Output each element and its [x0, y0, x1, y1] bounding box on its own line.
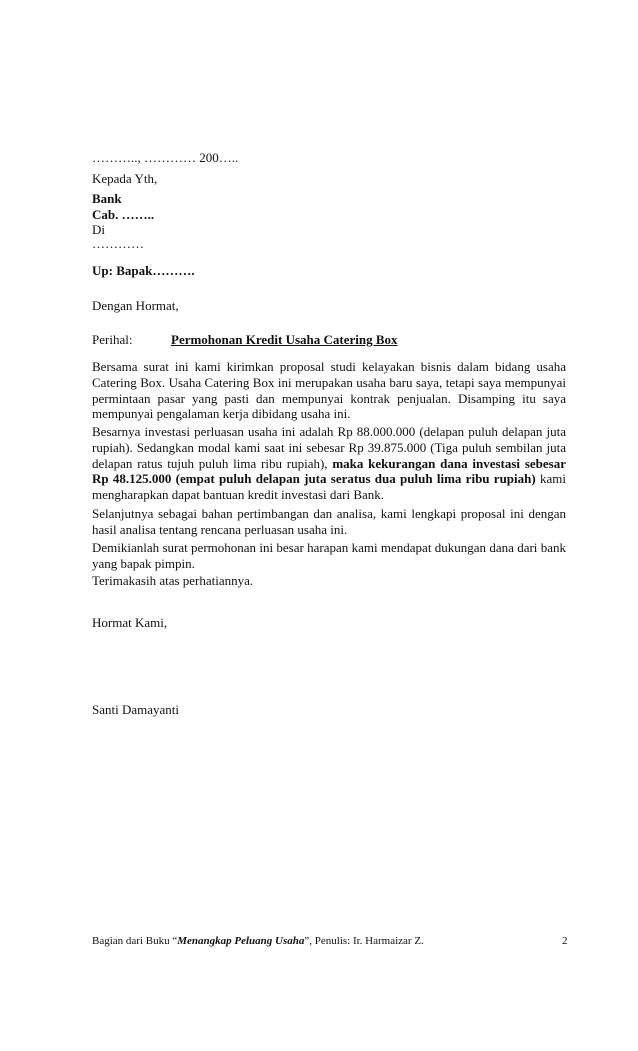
paragraph-investment-start: Besarnya investasi perluasan usaha ini adalah Rp 88.000.000 (delapan puluh delapan juta rupiah). Sedangkan modal kami saat ini sebesar Rp 39.875.000 (Tiga puluh sembilan juta delapan ratus tujuh puluh lima ribu rupiah), — [92, 424, 566, 471]
attention-line: Up: Bapak………. — [92, 263, 195, 278]
recipient-di: Di — [92, 222, 105, 237]
greeting-to: Kepada Yth, — [92, 171, 158, 186]
recipient-bank: Bank — [92, 191, 122, 206]
page-footer — [92, 934, 424, 948]
recipient-branch: Cab. …….. — [92, 207, 155, 222]
paragraph-intro: Bersama surat ini kami kirimkan proposal studi kelayakan bisnis dalam bidang usaha Catering Box. Usaha Catering Box ini merupakan usaha baru saya, tetapi saya mempunyai permintaan pasar yang pasti dan mempunyai kontrak penjualan. Disamping itu saya mempunyai pengalaman kerja dibidang usaha ini. — [92, 359, 566, 422]
salutation: Dengan Hormat, — [92, 298, 179, 313]
subject-text: Permohonan Kredit Usaha Catering Box — [171, 332, 398, 347]
footer-suffix: ”, Penulis: Ir. Harmaizar Z. — [304, 935, 424, 947]
thanks-line: Terimakasih atas perhatiannya. — [92, 573, 254, 588]
page-number: 2 — [562, 935, 568, 947]
date-line: ……….., ………… 200….. — [92, 150, 239, 165]
footer-book-title: Menangkap Peluang Usaha — [177, 935, 305, 947]
closing-line: Hormat Kami, — [92, 615, 168, 630]
footer-prefix: Bagian dari Buku “ — [92, 935, 178, 947]
paragraph-closing-request: Demikianlah surat permohonan ini besar harapan kami mendapat dukungan dana dari bank yang bapak pimpin. — [92, 540, 566, 571]
signer-name: Santi Damayanti — [92, 702, 180, 717]
subject-label: Perihal: — [92, 332, 133, 347]
paragraph-investment-shortfall: maka kekurangan dana investasi sebesar Rp 48.125.000 (empat puluh delapan juta seratus dua puluh lima ribu rupiah) — [92, 455, 566, 487]
paragraph-analysis: Selanjutnya sebagai bahan pertimbangan dan analisa, kami lengkapi proposal ini dengan hasil analisa tentang rencana perluasan usaha ini. — [92, 506, 566, 537]
paragraph-investment-end: kami mengharapkan dapat bantuan kredit investasi dari Bank. — [92, 471, 566, 503]
paragraph-investment — [92, 424, 566, 503]
recipient-place: ………… — [92, 236, 144, 251]
